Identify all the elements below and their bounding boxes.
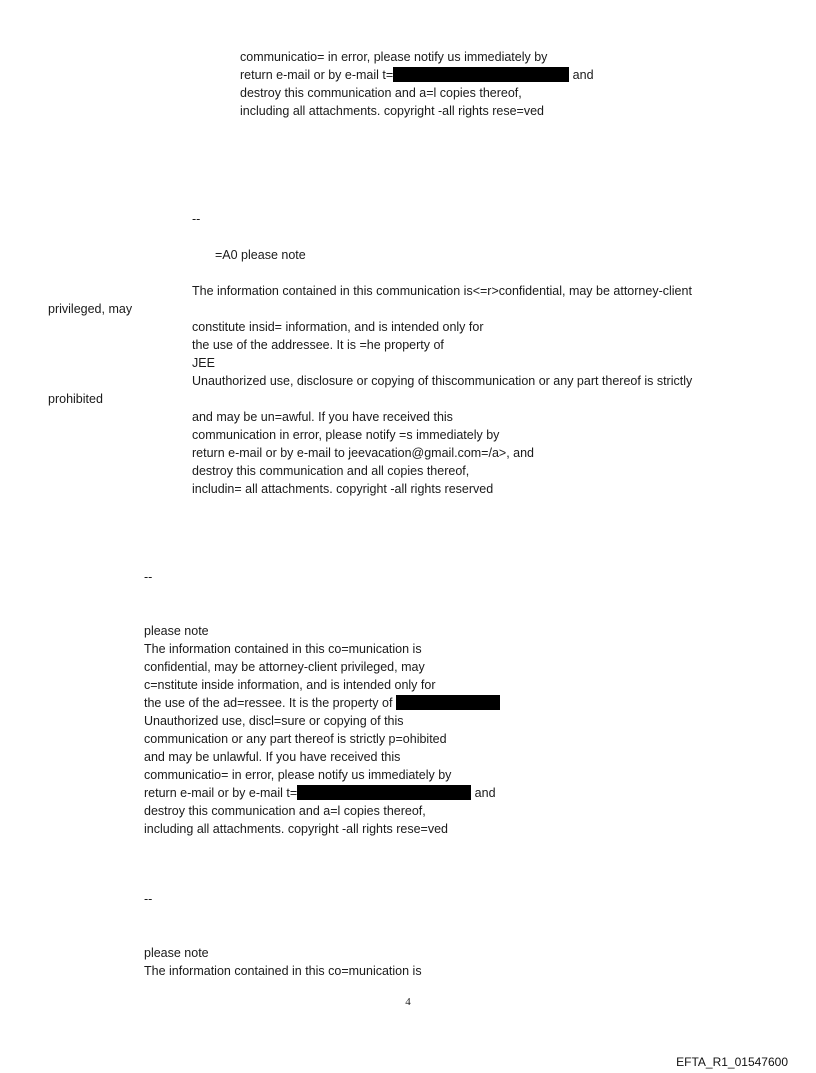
text-line: please note — [144, 624, 209, 638]
text-line: the use of the addressee. It is =he property of — [192, 338, 444, 352]
text-line: includin= all attachments. copyright -all rights reserved — [192, 482, 494, 496]
text-line: The information contained in this co=munication is — [144, 642, 422, 656]
text-fragment: return e-mail or by e-mail t= — [240, 68, 394, 82]
separator: -- — [144, 570, 153, 584]
redaction-box — [393, 67, 569, 82]
separator: -- — [144, 892, 153, 906]
text-line: and may be un=awful. If you have received this — [192, 410, 453, 424]
text-line: prohibited — [48, 392, 103, 406]
text-fragment: the use of the ad=ressee. It is the property of — [144, 696, 393, 710]
text-line: return e-mail or by e-mail to jeevacation@gmail.com=/a>, and — [192, 446, 535, 460]
redaction-box — [297, 785, 471, 800]
page-number: 4 — [405, 996, 411, 1008]
text-fragment: return e-mail or by e-mail t= — [144, 786, 298, 800]
text-line — [144, 784, 496, 802]
text-line: communicatio= in error, please notify us immediately by — [240, 50, 548, 64]
text-line: destroy this communication and all copies thereof, — [192, 464, 470, 478]
text-line: communicatio= in error, please notify us immediately by — [144, 768, 452, 782]
text-line: c=nstitute inside information, and is intended only for — [144, 678, 436, 692]
text-line: JEE — [192, 356, 215, 370]
text-line: Unauthorized use, discl=sure or copying of this — [144, 714, 404, 728]
text-line: including all attachments. copyright -all rights rese=ved — [144, 822, 448, 836]
text-line: and may be unlawful. If you have received this — [144, 750, 401, 764]
separator: -- — [192, 212, 201, 226]
text-line: Unauthorized use, disclosure or copying of thiscommunication or any part thereof is strictly — [192, 374, 693, 388]
redaction-box — [396, 695, 500, 710]
text-line: confidential, may be attorney-client privileged, may — [144, 660, 425, 674]
text-line: The information contained in this co=munication is — [144, 964, 422, 978]
text-line: constitute insid= information, and is intended only for — [192, 320, 484, 334]
text-line: communication or any part thereof is strictly p=ohibited — [144, 732, 447, 746]
text-line: =A0 please note — [215, 248, 306, 262]
text-line: including all attachments. copyright -all rights rese=ved — [240, 104, 544, 118]
text-fragment: and — [572, 68, 594, 82]
text-line: privileged, may — [48, 302, 133, 316]
text-line: communication in error, please notify =s immediately by — [192, 428, 500, 442]
text-line: destroy this communication and a=l copies thereof, — [240, 86, 522, 100]
text-line: The information contained in this communication is<=r>confidential, may be attorney-client — [192, 284, 692, 298]
text-fragment: and — [474, 786, 496, 800]
text-line — [240, 66, 594, 84]
text-line: destroy this communication and a=l copies thereof, — [144, 804, 426, 818]
text-line: please note — [144, 946, 209, 960]
text-line — [144, 694, 500, 712]
document-id: EFTA_R1_01547600 — [676, 1055, 788, 1069]
